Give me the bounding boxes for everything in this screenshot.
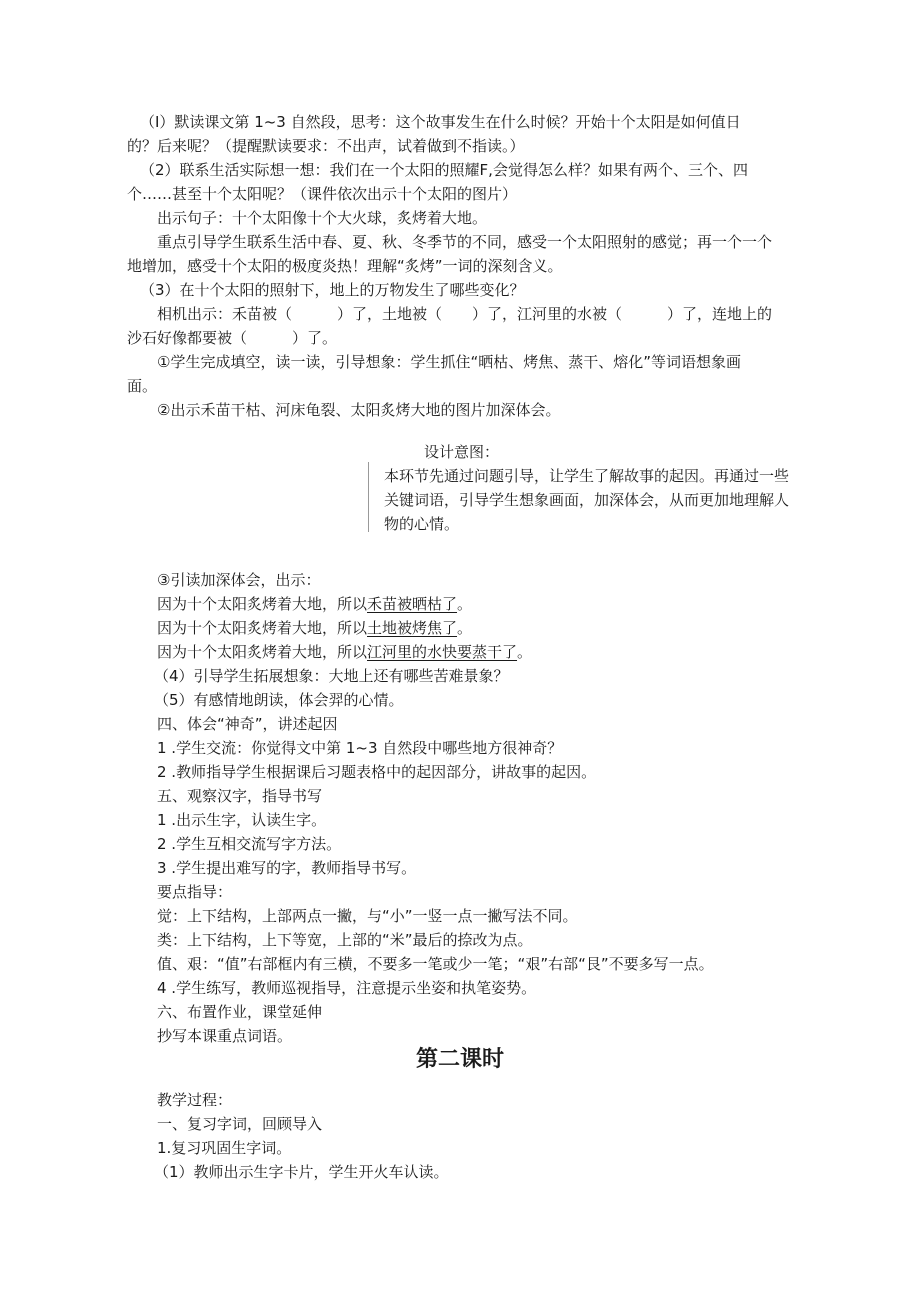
list-item: 4 .学生练写，教师巡视指导，注意提示坐姿和执笔姿势。 — [157, 979, 537, 997]
guide-intro: ③引读加深体会，出示： — [157, 571, 321, 589]
lesson-title: 第二课时 — [415, 1047, 504, 1072]
guide-prefix: 因为十个太阳炙烤着大地，所以 — [157, 643, 368, 661]
paragraph-line: 相机出示：禾苗被（ ）了，土地被（ ）了，江河里的水被（ ）了，连地上的 — [157, 305, 773, 323]
paragraph-line: 重点引导学生联系生活中春、夏、秋、冬季节的不同，感受一个太阳照射的感觉；再一个一个 — [157, 233, 773, 251]
guide-answer: 江河里的水快要蒸干了 — [367, 643, 518, 661]
paragraph-line: （2）联系生活实际想一想：我们在一个太阳的照耀F,会觉得怎么样？如果有两个、三个、四 — [140, 161, 748, 179]
design-note-line: 物的心情。 — [384, 515, 460, 533]
paragraph-line: 出示句子：十个太阳像十个大火球，炙烤着大地。 — [157, 209, 488, 227]
paragraph-line: 要点指导： — [157, 883, 233, 901]
paragraph-line: 教学过程： — [157, 1091, 233, 1109]
paragraph-line: 地增加，感受十个太阳的极度炎热！理解“炙烤”一词的深刻含义。 — [127, 257, 563, 275]
paragraph-line: 的？后来呢？（提醒默读要求：不出声，试着做到不指读。） — [127, 137, 525, 155]
section-heading: 六、布置作业，课堂延伸 — [157, 1003, 323, 1021]
guide-sentence — [157, 594, 472, 614]
guide-end: 。 — [517, 643, 533, 661]
paragraph-line: ②出示禾苗干枯、河床龟裂、太阳炙烤大地的图片加深体会。 — [157, 401, 561, 419]
design-note-heading: 设计意图： — [424, 443, 500, 461]
paragraph-line: 面。 — [127, 377, 158, 395]
paragraph-line: 个……甚至十个太阳呢？（课件依次出示十个太阳的图片） — [127, 185, 518, 203]
guide-answer: 禾苗被晒枯了 — [367, 595, 458, 613]
list-item: （1）教师出示生字卡片，学生开火车认读。 — [154, 1163, 449, 1181]
list-item: 3 .学生提出难写的字，教师指导书写。 — [157, 859, 417, 877]
guide-end: 。 — [457, 595, 473, 613]
guide-end: 。 — [457, 619, 473, 637]
list-item: 2 .教师指导学生根据课后习题表格中的起因部分，讲故事的起因。 — [157, 763, 597, 781]
list-item: 1 .学生交流：你觉得文中第 1~3 自然段中哪些地方很神奇？ — [157, 739, 563, 757]
paragraph-line: 类：上下结构，上下等宽，上部的“米”最后的捺改为点。 — [157, 931, 533, 949]
paragraph-line: （4）引导学生拓展想象：大地上还有哪些苦难景象？ — [154, 667, 509, 685]
design-note-line: 关键词语，引导学生想象画面，加深体会，从而更加地理解人 — [384, 491, 790, 509]
guide-answer: 土地被烤焦了 — [367, 619, 458, 637]
paragraph-line: （5）有感情地朗读，体会羿的心情。 — [154, 691, 404, 709]
paragraph-line: ①学生完成填空，读一读，引导想象：学生抓住“晒枯、烤焦、蒸干、熔化”等词语想象画 — [157, 353, 741, 371]
section-heading: 一、复习字词，回顾导入 — [157, 1115, 323, 1133]
list-item: 2 .学生互相交流写字方法。 — [157, 835, 342, 853]
section-heading: 四、体会“神奇”，讲述起因 — [157, 715, 338, 733]
list-item: 1.复习巩固生字词。 — [157, 1139, 292, 1157]
paragraph-line: （3）在十个太阳的照射下，地上的万物发生了哪些变化？ — [140, 281, 525, 299]
section-heading: 五、观察汉字，指导书写 — [157, 787, 323, 805]
paragraph-line: 值、艰：“值”右部框内有三横，不要多一笔或少一笔；“艰”右部“艮”不要多写一点。 — [157, 955, 714, 973]
guide-sentence — [157, 618, 472, 638]
paragraph-line: 觉：上下结构，上部两点一撇，与“小”一竖一点一撇写法不同。 — [157, 907, 578, 925]
paragraph-line: 抄写本课重点词语。 — [157, 1027, 293, 1045]
design-note-line: 本环节先通过问题引导，让学生了解故事的起因。再通过一些 — [384, 467, 790, 485]
paragraph-line: （I）默读课文第 1~3 自然段，思考：这个故事发生在什么时候？开始十个太阳是如何值日 — [140, 113, 741, 131]
guide-sentence — [157, 642, 532, 662]
list-item: 1 .出示生字，认读生字。 — [157, 811, 327, 829]
paragraph-line: 沙石好像都要被（ ）了。 — [127, 329, 338, 347]
guide-prefix: 因为十个太阳炙烤着大地，所以 — [157, 595, 368, 613]
guide-prefix: 因为十个太阳炙烤着大地，所以 — [157, 619, 368, 637]
